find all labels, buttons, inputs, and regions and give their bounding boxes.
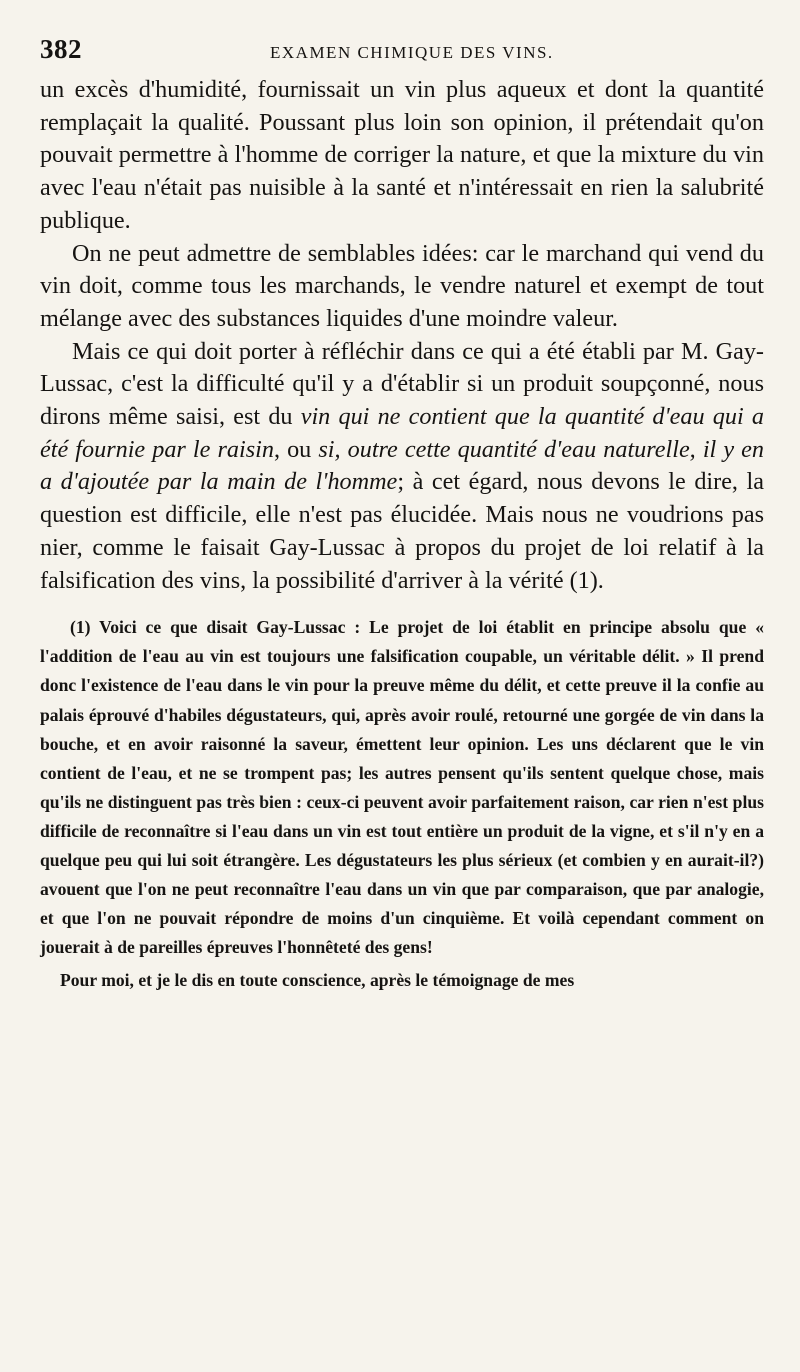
paragraph-2	[40, 238, 764, 336]
paragraph-3	[40, 336, 764, 598]
paragraph-text: Mais ce qui doit porter à réfléchir dans ce qui a été établi par M. Gay-Lussac, c'est la difficulté qu'il y a d'établir si un produit soupçonné, nous dirons même saisi, est du	[40, 337, 764, 431]
footnotes	[40, 613, 764, 995]
page-header	[40, 34, 764, 74]
running-title: EXAMEN CHIMIQUE DES VINS.	[270, 43, 554, 62]
paragraph-text: un excès d'humidité, fournissait un vin plus aqueux et dont la quantité remplaçait la qualité. Poussant plus loin son opinion, il prétendait qu'on pouvait permettre à l'homme de corriger la nature, et que la mixture du vin avec l'eau n'était pas nuisible à la santé et n'intéressait en rien la salubrité publique.	[40, 76, 764, 234]
footnote-continuation: Pour moi, et je le dis en toute conscience, après le témoignage de mes	[60, 970, 575, 991]
page-number: 382	[40, 34, 82, 64]
paragraph-text: , ou	[273, 435, 319, 463]
footnote: (1) Voici ce que disait Gay-Lussac : Le projet de loi établit en principe absolu que « l'addition de l'eau au vin est toujours une falsification coupable, un véritable délit. » Il prend donc l'existence de l'eau dans le vin pour la preuve même du délit, et cette preuve il la confie au palais éprouvé d'habiles dégustateurs, qui, après avoir roulé, retourné une gorgée de vin dans la bouche, et en avoir raisonné la saveur, émettent leur opinion. Les uns déclarent que le vin contient de l'eau, et ne se trompent pas; les autres pensent qu'ils sentent quelque chose, mais qu'ils ne distinguent pas très bien : ceux-ci peuvent avoir parfaitement raison, car rien n'est plus difficile de reconnaître si l'eau dans un vin est tout entière un produit de la vigne, et s'il n'y en a quelque peu qui lui soit étrangère. Les dégustateurs les plus sérieux (et combien y en aurait-il?) avouent que l'on ne peut reconnaître l'eau dans un vin que par comparaison, que par analogie, et que l'on ne pouvait répondre de moins d'un cinquième. Et voilà cependant comment on jouerait à de pareilles épreuves l'honnêteté des gens!	[40, 617, 764, 958]
italic-phrase: vin qui ne contient que la quantité d'eau qui a été fournie par le raisin	[40, 403, 764, 463]
italic-phrase: si, outre cette quantité d'eau naturelle, il y en a d'ajoutée par la main de l'homme	[40, 435, 764, 496]
paragraph-text: On ne peut admettre de semblables idées: car le marchand qui vend du vin doit, comme tous les marchands, le vendre naturel et exempt de tout mélange avec des substances liquides d'une moindre valeur.	[40, 239, 764, 332]
paragraph-text: ; à cet égard, nous devons le dire, la question est difficile, elle n'est pas élucidée. Mais nous ne voudrions pas nier, comme le faisait Gay-Lussac à propos du projet de loi relatif à la falsification des vins, la possibilité d'arriver à la vérité (1).	[40, 468, 764, 594]
body-text	[40, 74, 764, 597]
paragraph-1	[40, 74, 764, 238]
